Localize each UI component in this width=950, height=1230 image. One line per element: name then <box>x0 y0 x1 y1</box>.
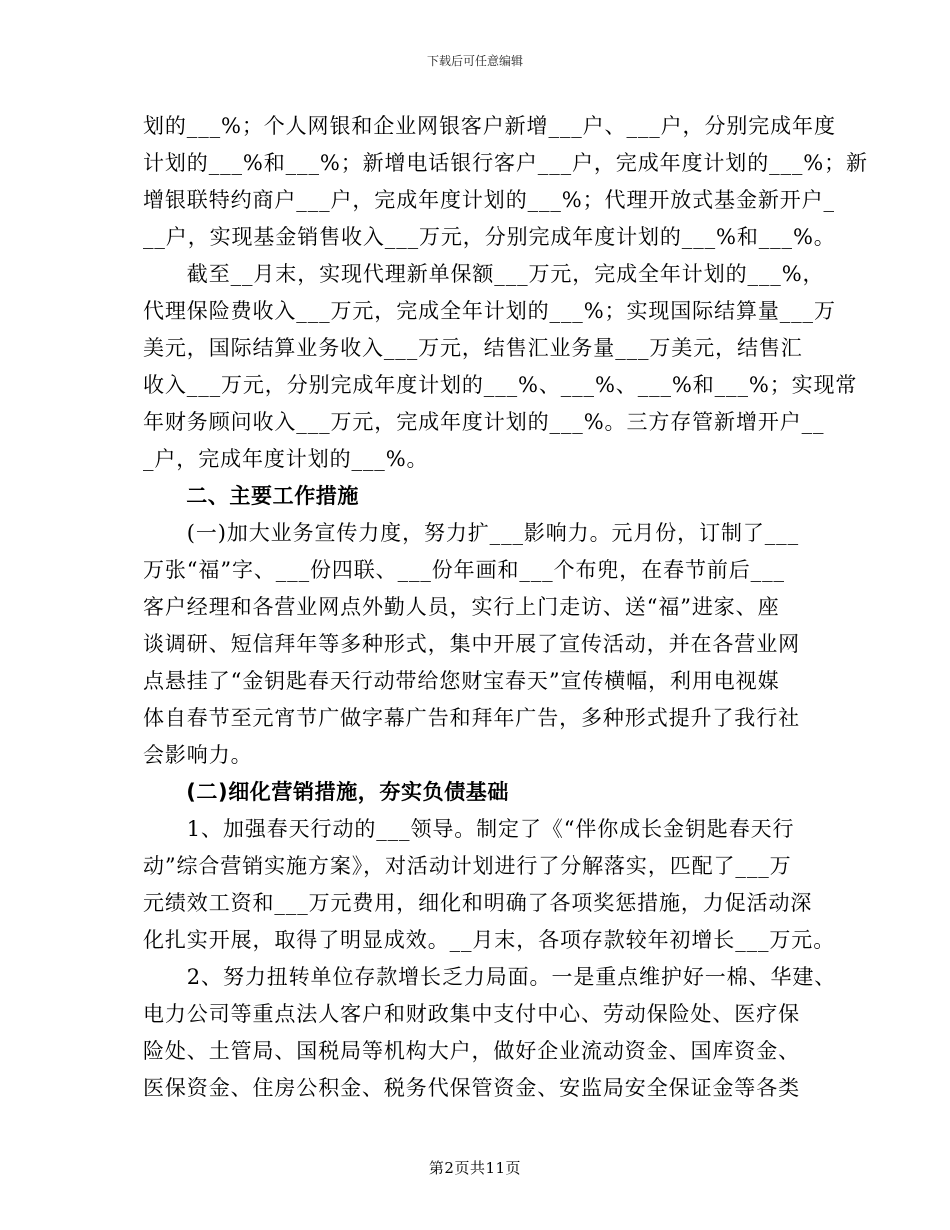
page-header: 下载后可任意编辑 <box>426 54 523 68</box>
body-line: 2、努力扭转单位存款增长乏力局面。一是重点维护好一棉、华建、 <box>143 965 837 989</box>
body-line: 美元，国际结算业务收入___万元，结售汇业务量___万美元，结售汇 <box>143 336 803 360</box>
body-line: 化扎实开展，取得了明显成效。__月末，各项存款较年初增长___万元。 <box>143 928 836 952</box>
body-line: 谈调研、短信拜年等多种形式，集中开展了宣传活动，并在各营业网 <box>143 632 800 656</box>
body-line: 划的___%；个人网银和企业网银客户新增___户、___户，分别完成年度 <box>143 114 836 138</box>
body-line: 年财务顾问收入___万元，完成年度计划的___%。三方存管新增开户__ <box>143 410 825 434</box>
body-line: 险处、土管局、国税局等机构大户，做好企业流动资金、国库资金、 <box>143 1039 800 1063</box>
body-line: 会影响力。 <box>143 743 253 767</box>
section-heading: 二、主要工作措施 <box>143 484 359 508</box>
body-line: 客户经理和各营业网点外勤人员，实行上门走访、送“福”进家、座 <box>143 595 780 619</box>
body-line: 计划的___%和___%；新增电话银行客户___户，完成年度计划的___%；新 <box>143 151 868 175</box>
body-line: (一)加大业务宣传力度，努力扩___影响力。元月份，订制了___ <box>143 521 799 545</box>
document-body <box>143 108 868 1107</box>
body-line: 元绩效工资和___万元费用，细化和明确了各项奖惩措施，力促活动深 <box>143 891 813 915</box>
body-line: 1、加强春天行动的___领导。制定了《“伴你成长金钥匙春天行 <box>143 817 795 841</box>
body-line: 动”综合营销实施方案》，对活动计划进行了分解落实，匹配了___万 <box>143 854 792 878</box>
body-line: 体自春节至元宵节广做字幕广告和拜年广告，多种形式提升了我行社 <box>143 706 800 730</box>
body-line: 代理保险费收入___万元，完成全年计划的___%；实现国际结算量___万 <box>143 299 836 323</box>
body-line: 截至__月末，实现代理新单保额___万元，完成全年计划的___%， <box>143 262 825 286</box>
body-line: 增银联特约商户___户，完成年度计划的___%；代理开放式基金新开户_ <box>143 188 835 212</box>
body-line: _户，完成年度计划的___%。 <box>143 447 429 471</box>
body-line: 点悬挂了“金钥匙春天行动带给您财宝春天”宣传横幅，利用电视媒 <box>143 669 780 693</box>
body-line: 医保资金、住房公积金、税务代保管资金、安监局安全保证金等各类 <box>143 1076 800 1100</box>
body-line: 万张“福”字、___份四联、___份年画和___个布兜，在春节前后___ <box>143 558 785 582</box>
page-number-footer: 第2页共11页 <box>428 1159 522 1177</box>
body-line: 收入___万元，分别完成年度计划的___%、___%、___%和___%；实现常 <box>143 373 858 397</box>
body-line: __户，实现基金销售收入___万元，分别完成年度计划的___%和___%。 <box>143 225 836 249</box>
subsection-heading: (二)细化营销措施，夯实负债基础 <box>143 780 509 804</box>
body-line: 电力公司等重点法人客户和财政集中支付中心、劳动保险处、医疗保 <box>143 1002 800 1026</box>
